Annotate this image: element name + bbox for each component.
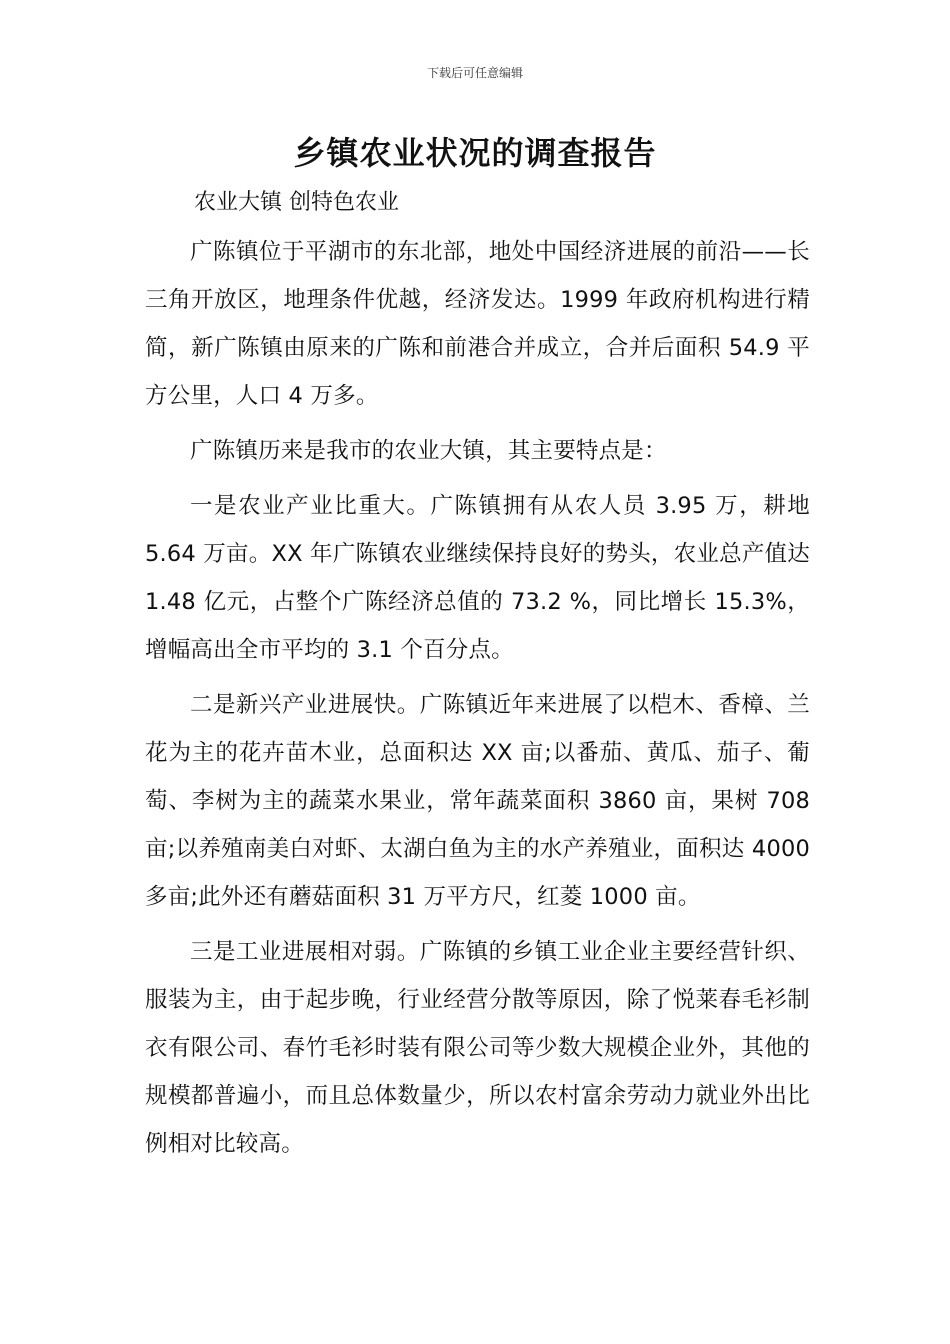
paragraph-industry-weakness: 三是工业进展相对弱。广陈镇的乡镇工业企业主要经营针织、服装为主，由于起步晚，行业经营分散等原因，除了悦莱春毛衫制衣有限公司、春竹毛衫时装有限公司等少数大规模企业外，其他的规模都普遍小，而且总体数量少，所以农村富余劳动力就业外出比例相对比较高。	[145, 939, 810, 1157]
document-subtitle: 农业大镇 创特色农业	[194, 190, 399, 215]
header-note: 下载后可任意编辑	[426, 66, 523, 80]
paragraph-location: 广陈镇位于平湖市的东北部，地处中国经济进展的前沿——长三角开放区，地理条件优越，经济发达。1999 年政府机构进行精简，新广陈镇由原来的广陈和前港合并成立，合并后面积 54.9 平方公里，人口 4 万多。	[145, 239, 810, 409]
paragraph-emerging-industries: 二是新兴产业进展快。广陈镇近年来进展了以桤木、香樟、兰花为主的花卉苗木业，总面积达 XX 亩;以番茄、黄瓜、茄子、葡萄、李树为主的蔬菜水果业，常年蔬菜面积 3860 亩，果树 708 亩;以养殖南美白对虾、太湖白鱼为主的水产养殖业，面积达 4000 多亩;此外还有蘑菇面积 31 万平方尺，红菱 1000 亩。	[145, 692, 810, 910]
body-text	[145, 228, 810, 1175]
paragraph-features-intro: 广陈镇历来是我市的农业大镇，其主要特点是：	[190, 438, 667, 464]
paragraph-agriculture-share: 一是农业产业比重大。广陈镇拥有从农人员 3.95 万，耕地 5.64 万亩。XX 年广陈镇农业继续保持良好的势头，农业总产值达 1.48 亿元，占整个广陈经济总值的 73.2 %，同比增长 15.3%，增幅高出全市平均的 3.1 个百分点。	[145, 493, 810, 663]
document-title: 乡镇农业状况的调查报告	[293, 134, 657, 172]
